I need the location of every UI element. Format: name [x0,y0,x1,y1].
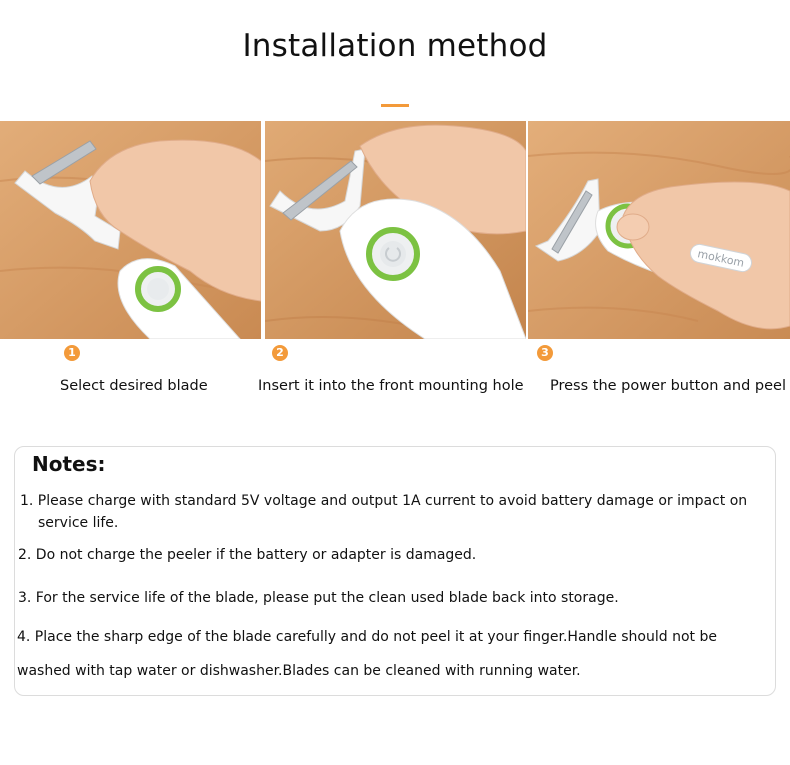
step-1-photo [0,121,261,339]
brand-mark: mokkom [696,247,746,270]
step-2-photo [265,121,526,339]
notes-box [14,446,776,696]
note-1-line-2: service life. [38,515,119,531]
note-4-line-2: washed with tap water or dishwasher.Blades can be cleaned with running water. [17,663,581,679]
notes-title: Notes: [32,452,106,476]
step-2-number-badge: 2 [272,345,288,361]
note-4-line-1: 4. Place the sharp edge of the blade carefully and do not peel it at your finger.Handle should not be [17,629,717,645]
step-1-label: Select desired blade [60,378,208,394]
step-3-label: Press the power button and peel [550,378,787,394]
note-3: 3. For the service life of the blade, please put the clean used blade back into storage. [18,590,619,606]
step-1-number-badge: 1 [64,345,80,361]
step-3-number-badge: 3 [537,345,553,361]
page-title: Installation method [242,28,548,64]
title-underline-accent [381,104,409,107]
step-2-label: Insert it into the front mounting hole [258,378,524,394]
note-1-line-1: 1. Please charge with standard 5V voltage and output 1A current to avoid battery damage or impact on [20,493,748,509]
note-2: 2. Do not charge the peeler if the battery or adapter is damaged. [18,547,477,563]
step-3-photo [528,121,790,339]
